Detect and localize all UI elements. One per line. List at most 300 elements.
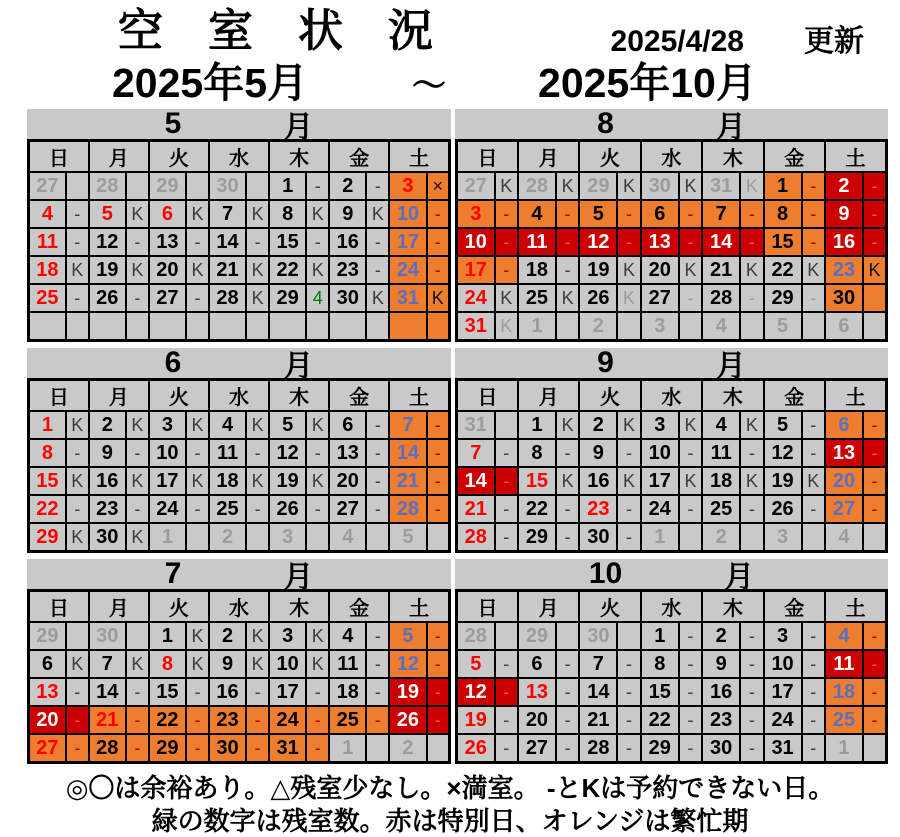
calendar-week-row xyxy=(457,256,887,284)
status-cell: K xyxy=(495,172,518,200)
status-cell xyxy=(556,622,579,650)
date-cell: 29 xyxy=(518,622,556,650)
month-kanji: 月 xyxy=(283,350,314,384)
status-cell: - xyxy=(495,256,518,284)
weekday-header-wd: 火 xyxy=(149,141,209,173)
date-cell: 21 xyxy=(389,467,426,495)
status-cell: - xyxy=(66,678,89,706)
weekday-header-wd: 火 xyxy=(579,591,640,623)
calendar-month-9 xyxy=(455,348,888,553)
status-cell xyxy=(740,523,763,552)
date-cell: 22 xyxy=(29,495,66,523)
calendar-week-row xyxy=(29,523,450,552)
date-cell: 19 xyxy=(457,706,495,734)
status-cell: K xyxy=(306,650,329,678)
date-cell: 30 xyxy=(702,734,740,763)
status-cell: K xyxy=(679,256,702,284)
date-cell: 24 xyxy=(641,495,679,523)
calendar-week-row xyxy=(457,411,887,439)
date-cell: 22 xyxy=(518,495,556,523)
status-cell: K xyxy=(126,523,149,552)
status-cell: - xyxy=(495,734,518,763)
date-cell: 8 xyxy=(764,200,802,228)
date-cell: 2 xyxy=(89,411,126,439)
status-cell: - xyxy=(863,411,886,439)
date-cell: 4 xyxy=(702,312,740,341)
weekday-header-wd: 金 xyxy=(329,591,389,623)
status-cell xyxy=(186,523,209,552)
status-cell xyxy=(740,312,763,341)
status-cell: - xyxy=(802,495,825,523)
status-cell xyxy=(366,312,389,341)
status-cell: - xyxy=(617,523,640,552)
date-cell: 1 xyxy=(825,734,863,763)
status-cell: - xyxy=(186,678,209,706)
date-cell: 15 xyxy=(149,678,186,706)
status-cell xyxy=(366,523,389,552)
status-cell xyxy=(126,622,149,650)
weekday-header-wd: 水 xyxy=(641,141,702,173)
date-cell: 10 xyxy=(389,200,426,228)
date-cell: 2 xyxy=(389,734,426,763)
status-cell: - xyxy=(863,650,886,678)
month-number: 7 xyxy=(164,557,182,591)
date-cell xyxy=(329,312,366,341)
date-cell: 3 xyxy=(269,523,306,552)
status-cell: - xyxy=(556,650,579,678)
month-table-6 xyxy=(27,378,451,553)
status-cell: - xyxy=(495,439,518,467)
status-cell: - xyxy=(802,706,825,734)
status-cell: K xyxy=(186,411,209,439)
status-cell: - xyxy=(556,734,579,763)
calendar-week-row xyxy=(29,734,450,763)
calendar-week-row xyxy=(29,467,450,495)
date-cell: 25 xyxy=(29,284,66,312)
status-cell: K xyxy=(246,411,269,439)
calendar-week-row xyxy=(29,439,450,467)
status-cell xyxy=(66,172,89,200)
status-cell: - xyxy=(366,467,389,495)
date-cell: 26 xyxy=(764,495,802,523)
status-cell: - xyxy=(427,495,450,523)
date-cell: 24 xyxy=(457,284,495,312)
month-title-9 xyxy=(455,346,888,384)
status-cell: - xyxy=(863,495,886,523)
weekday-header-wd: 月 xyxy=(89,141,149,173)
status-cell: - xyxy=(617,650,640,678)
date-cell: 25 xyxy=(518,284,556,312)
date-cell: 27 xyxy=(29,172,66,200)
weekday-header-sun: 日 xyxy=(29,591,89,623)
date-cell: 17 xyxy=(389,228,426,256)
month-title-7 xyxy=(27,557,451,595)
status-cell: - xyxy=(246,706,269,734)
weekday-header-wd: 金 xyxy=(329,380,389,412)
date-cell: 27 xyxy=(641,284,679,312)
date-cell: 11 xyxy=(825,650,863,678)
status-cell: K xyxy=(246,622,269,650)
date-cell: 12 xyxy=(269,439,306,467)
status-cell: - xyxy=(366,650,389,678)
date-cell: 14 xyxy=(702,228,740,256)
date-cell xyxy=(149,312,186,341)
date-cell: 10 xyxy=(764,650,802,678)
status-cell: - xyxy=(366,172,389,200)
status-cell xyxy=(679,312,702,341)
weekday-header-wd: 金 xyxy=(764,380,825,412)
weekday-header-sun: 日 xyxy=(457,141,518,173)
status-cell: - xyxy=(679,678,702,706)
date-cell: 30 xyxy=(579,622,617,650)
status-cell: - xyxy=(617,200,640,228)
calendar-grid xyxy=(0,105,900,764)
month-kanji: 月 xyxy=(283,111,314,145)
date-cell: 18 xyxy=(209,467,246,495)
date-cell xyxy=(209,312,246,341)
date-cell: 7 xyxy=(389,411,426,439)
date-cell: 22 xyxy=(269,256,306,284)
date-cell: 16 xyxy=(89,467,126,495)
date-cell: 21 xyxy=(579,706,617,734)
status-cell: - xyxy=(246,734,269,763)
status-cell: - xyxy=(740,228,763,256)
status-cell: K xyxy=(66,650,89,678)
weekday-header-sun: 日 xyxy=(29,141,89,173)
status-cell: - xyxy=(427,706,450,734)
calendar-week-row xyxy=(29,650,450,678)
date-cell: 3 xyxy=(641,312,679,341)
status-cell: - xyxy=(802,284,825,312)
date-cell: 22 xyxy=(641,706,679,734)
status-cell: K xyxy=(306,200,329,228)
date-cell: 8 xyxy=(641,650,679,678)
date-cell: 7 xyxy=(579,650,617,678)
status-cell: K xyxy=(740,411,763,439)
weekday-header-wd: 月 xyxy=(89,380,149,412)
status-cell: K xyxy=(126,411,149,439)
date-cell: 3 xyxy=(764,622,802,650)
date-cell: 26 xyxy=(389,706,426,734)
status-cell: K xyxy=(126,256,149,284)
weekday-header-sat: 土 xyxy=(389,380,449,412)
status-cell: - xyxy=(495,495,518,523)
status-cell: - xyxy=(802,411,825,439)
weekday-header-wd: 月 xyxy=(518,141,579,173)
date-cell: 17 xyxy=(269,678,306,706)
calendar-week-row xyxy=(457,734,887,763)
status-cell: - xyxy=(246,678,269,706)
status-cell: - xyxy=(679,284,702,312)
date-cell: 14 xyxy=(457,467,495,495)
status-cell: - xyxy=(366,411,389,439)
status-cell: - xyxy=(617,706,640,734)
date-cell: 12 xyxy=(89,228,126,256)
status-cell: - xyxy=(186,439,209,467)
status-cell: - xyxy=(802,734,825,763)
date-cell: 27 xyxy=(825,495,863,523)
calendar-week-row xyxy=(457,439,887,467)
date-cell: 9 xyxy=(209,650,246,678)
status-cell: - xyxy=(863,284,886,312)
status-cell: - xyxy=(617,439,640,467)
date-cell xyxy=(269,312,306,341)
status-cell xyxy=(863,523,886,552)
date-cell: 24 xyxy=(389,256,426,284)
status-cell: - xyxy=(366,228,389,256)
status-cell: - xyxy=(427,200,450,228)
status-cell: - xyxy=(556,256,579,284)
status-cell xyxy=(66,622,89,650)
date-cell: 30 xyxy=(641,172,679,200)
status-cell: K xyxy=(246,284,269,312)
weekday-header-wd: 水 xyxy=(209,380,269,412)
status-cell xyxy=(366,734,389,763)
status-cell: - xyxy=(740,622,763,650)
date-cell: 25 xyxy=(329,706,366,734)
status-cell: - xyxy=(740,439,763,467)
date-cell: 27 xyxy=(518,734,556,763)
status-cell xyxy=(306,312,329,341)
date-cell: 7 xyxy=(457,439,495,467)
date-cell: 4 xyxy=(702,411,740,439)
status-cell: K xyxy=(186,200,209,228)
date-cell: 12 xyxy=(764,439,802,467)
date-cell: 22 xyxy=(764,256,802,284)
status-cell: - xyxy=(126,284,149,312)
status-cell: - xyxy=(427,411,450,439)
status-cell: K xyxy=(126,467,149,495)
date-cell: 2 xyxy=(329,172,366,200)
date-cell: 13 xyxy=(329,439,366,467)
status-cell: - xyxy=(495,706,518,734)
calendar-week-row xyxy=(457,228,887,256)
status-cell: - xyxy=(246,228,269,256)
date-cell: 5 xyxy=(764,312,802,341)
status-cell xyxy=(186,172,209,200)
date-cell: 21 xyxy=(209,256,246,284)
date-cell: 23 xyxy=(579,495,617,523)
status-cell: - xyxy=(495,523,518,552)
date-cell: 8 xyxy=(29,439,66,467)
date-cell: 25 xyxy=(702,495,740,523)
weekday-header-wd: 木 xyxy=(269,380,329,412)
status-cell xyxy=(246,312,269,341)
calendar-month-8 xyxy=(455,109,888,342)
status-cell: K xyxy=(556,411,579,439)
status-cell: K xyxy=(66,411,89,439)
status-cell: K xyxy=(740,172,763,200)
status-cell: - xyxy=(126,228,149,256)
status-cell xyxy=(617,622,640,650)
date-cell: 8 xyxy=(269,200,306,228)
date-cell: 28 xyxy=(579,734,617,763)
date-cell: 29 xyxy=(29,622,66,650)
date-cell: 15 xyxy=(269,228,306,256)
date-cell: 4 xyxy=(329,622,366,650)
date-cell: 1 xyxy=(149,622,186,650)
calendar-week-row xyxy=(457,284,887,312)
status-cell: - xyxy=(679,200,702,228)
date-cell: 25 xyxy=(825,706,863,734)
month-kanji: 月 xyxy=(283,561,314,595)
status-cell: - xyxy=(802,439,825,467)
status-cell: - xyxy=(366,622,389,650)
status-cell: - xyxy=(802,172,825,200)
status-cell: K xyxy=(679,411,702,439)
date-cell: 11 xyxy=(518,228,556,256)
date-cell: 26 xyxy=(579,284,617,312)
status-cell: - xyxy=(427,467,450,495)
status-cell: - xyxy=(126,439,149,467)
weekday-header-wd: 金 xyxy=(329,141,389,173)
status-cell: - xyxy=(366,439,389,467)
date-cell: 14 xyxy=(389,439,426,467)
status-cell: K xyxy=(306,256,329,284)
date-cell: 10 xyxy=(457,228,495,256)
date-cell: 8 xyxy=(518,439,556,467)
date-cell: 2 xyxy=(579,312,617,341)
status-cell xyxy=(617,312,640,341)
date-cell: 16 xyxy=(329,228,366,256)
date-cell: 15 xyxy=(764,228,802,256)
weekday-header-wd: 月 xyxy=(518,380,579,412)
calendar-month-5 xyxy=(27,109,451,342)
date-cell: 19 xyxy=(764,467,802,495)
date-cell: 6 xyxy=(825,312,863,341)
status-cell: - xyxy=(306,172,329,200)
date-cell: 5 xyxy=(764,411,802,439)
date-cell: 4 xyxy=(825,622,863,650)
status-cell: - xyxy=(863,439,886,467)
status-cell: - xyxy=(556,495,579,523)
status-cell: - xyxy=(556,706,579,734)
status-cell: - xyxy=(66,439,89,467)
date-cell: 11 xyxy=(702,439,740,467)
date-cell: 28 xyxy=(89,172,126,200)
date-cell: 28 xyxy=(518,172,556,200)
date-cell: 20 xyxy=(149,256,186,284)
date-cell: 11 xyxy=(329,650,366,678)
status-cell: - xyxy=(66,200,89,228)
status-cell: - xyxy=(126,495,149,523)
date-cell: 29 xyxy=(149,172,186,200)
date-cell: 7 xyxy=(209,200,246,228)
date-cell: 27 xyxy=(457,172,495,200)
status-cell: - xyxy=(679,228,702,256)
date-cell: 28 xyxy=(89,734,126,763)
status-cell: - xyxy=(306,439,329,467)
date-cell: 23 xyxy=(825,256,863,284)
date-cell xyxy=(29,312,66,341)
status-cell: - xyxy=(427,439,450,467)
date-cell xyxy=(389,312,426,341)
date-cell: 29 xyxy=(269,284,306,312)
date-cell: 17 xyxy=(149,467,186,495)
calendar-week-row xyxy=(457,467,887,495)
date-cell: 31 xyxy=(457,312,495,341)
date-cell: 4 xyxy=(29,200,66,228)
status-cell: K xyxy=(556,467,579,495)
status-cell: K xyxy=(617,256,640,284)
status-cell: K xyxy=(246,200,269,228)
status-cell: - xyxy=(556,200,579,228)
date-cell: 6 xyxy=(518,650,556,678)
month-table-7 xyxy=(27,589,451,764)
date-cell: 6 xyxy=(825,411,863,439)
status-cell: - xyxy=(740,200,763,228)
date-cell: 23 xyxy=(89,495,126,523)
date-cell: 18 xyxy=(825,678,863,706)
date-cell: 3 xyxy=(457,200,495,228)
date-cell: 1 xyxy=(269,172,306,200)
date-cell: 13 xyxy=(641,228,679,256)
date-cell: 18 xyxy=(329,678,366,706)
date-cell: 12 xyxy=(457,678,495,706)
date-cell: 5 xyxy=(579,200,617,228)
month-number: 10 xyxy=(588,557,623,591)
status-cell: - xyxy=(740,650,763,678)
date-cell: 30 xyxy=(89,622,126,650)
calendar-week-row xyxy=(457,523,887,552)
date-cell: 20 xyxy=(641,256,679,284)
month-title-10 xyxy=(455,557,888,595)
status-cell: - xyxy=(802,622,825,650)
status-cell: K xyxy=(802,467,825,495)
status-cell: K xyxy=(126,200,149,228)
date-cell: 11 xyxy=(29,228,66,256)
date-cell: 29 xyxy=(29,523,66,552)
status-cell: - xyxy=(679,439,702,467)
status-cell: - xyxy=(617,495,640,523)
status-cell: - xyxy=(186,495,209,523)
date-cell: 18 xyxy=(518,256,556,284)
date-cell: 9 xyxy=(825,200,863,228)
date-cell: 3 xyxy=(269,622,306,650)
weekday-header-wd: 水 xyxy=(209,591,269,623)
status-cell: - xyxy=(246,495,269,523)
calendar-week-row xyxy=(29,411,450,439)
status-cell: - xyxy=(495,200,518,228)
month-table-5 xyxy=(27,139,451,342)
calendar-week-row xyxy=(457,678,887,706)
status-cell: K xyxy=(306,622,329,650)
weekday-header-wd: 火 xyxy=(579,380,640,412)
status-cell: K xyxy=(679,172,702,200)
date-cell: 17 xyxy=(641,467,679,495)
date-cell: 2 xyxy=(702,622,740,650)
date-cell: 29 xyxy=(641,734,679,763)
status-cell: - xyxy=(427,228,450,256)
date-cell: 1 xyxy=(329,734,366,763)
status-cell: K xyxy=(617,172,640,200)
status-cell xyxy=(246,172,269,200)
calendar-week-row xyxy=(457,312,887,341)
date-cell: 13 xyxy=(29,678,66,706)
date-cell: 23 xyxy=(209,706,246,734)
status-cell xyxy=(186,312,209,341)
date-cell: 28 xyxy=(702,284,740,312)
date-cell: 9 xyxy=(89,439,126,467)
status-cell: - xyxy=(679,706,702,734)
status-cell: K xyxy=(66,467,89,495)
date-cell: 27 xyxy=(29,734,66,763)
status-cell: - xyxy=(679,650,702,678)
date-cell: 28 xyxy=(457,622,495,650)
status-cell: - xyxy=(427,678,450,706)
status-cell xyxy=(427,734,450,763)
date-cell: 30 xyxy=(329,284,366,312)
